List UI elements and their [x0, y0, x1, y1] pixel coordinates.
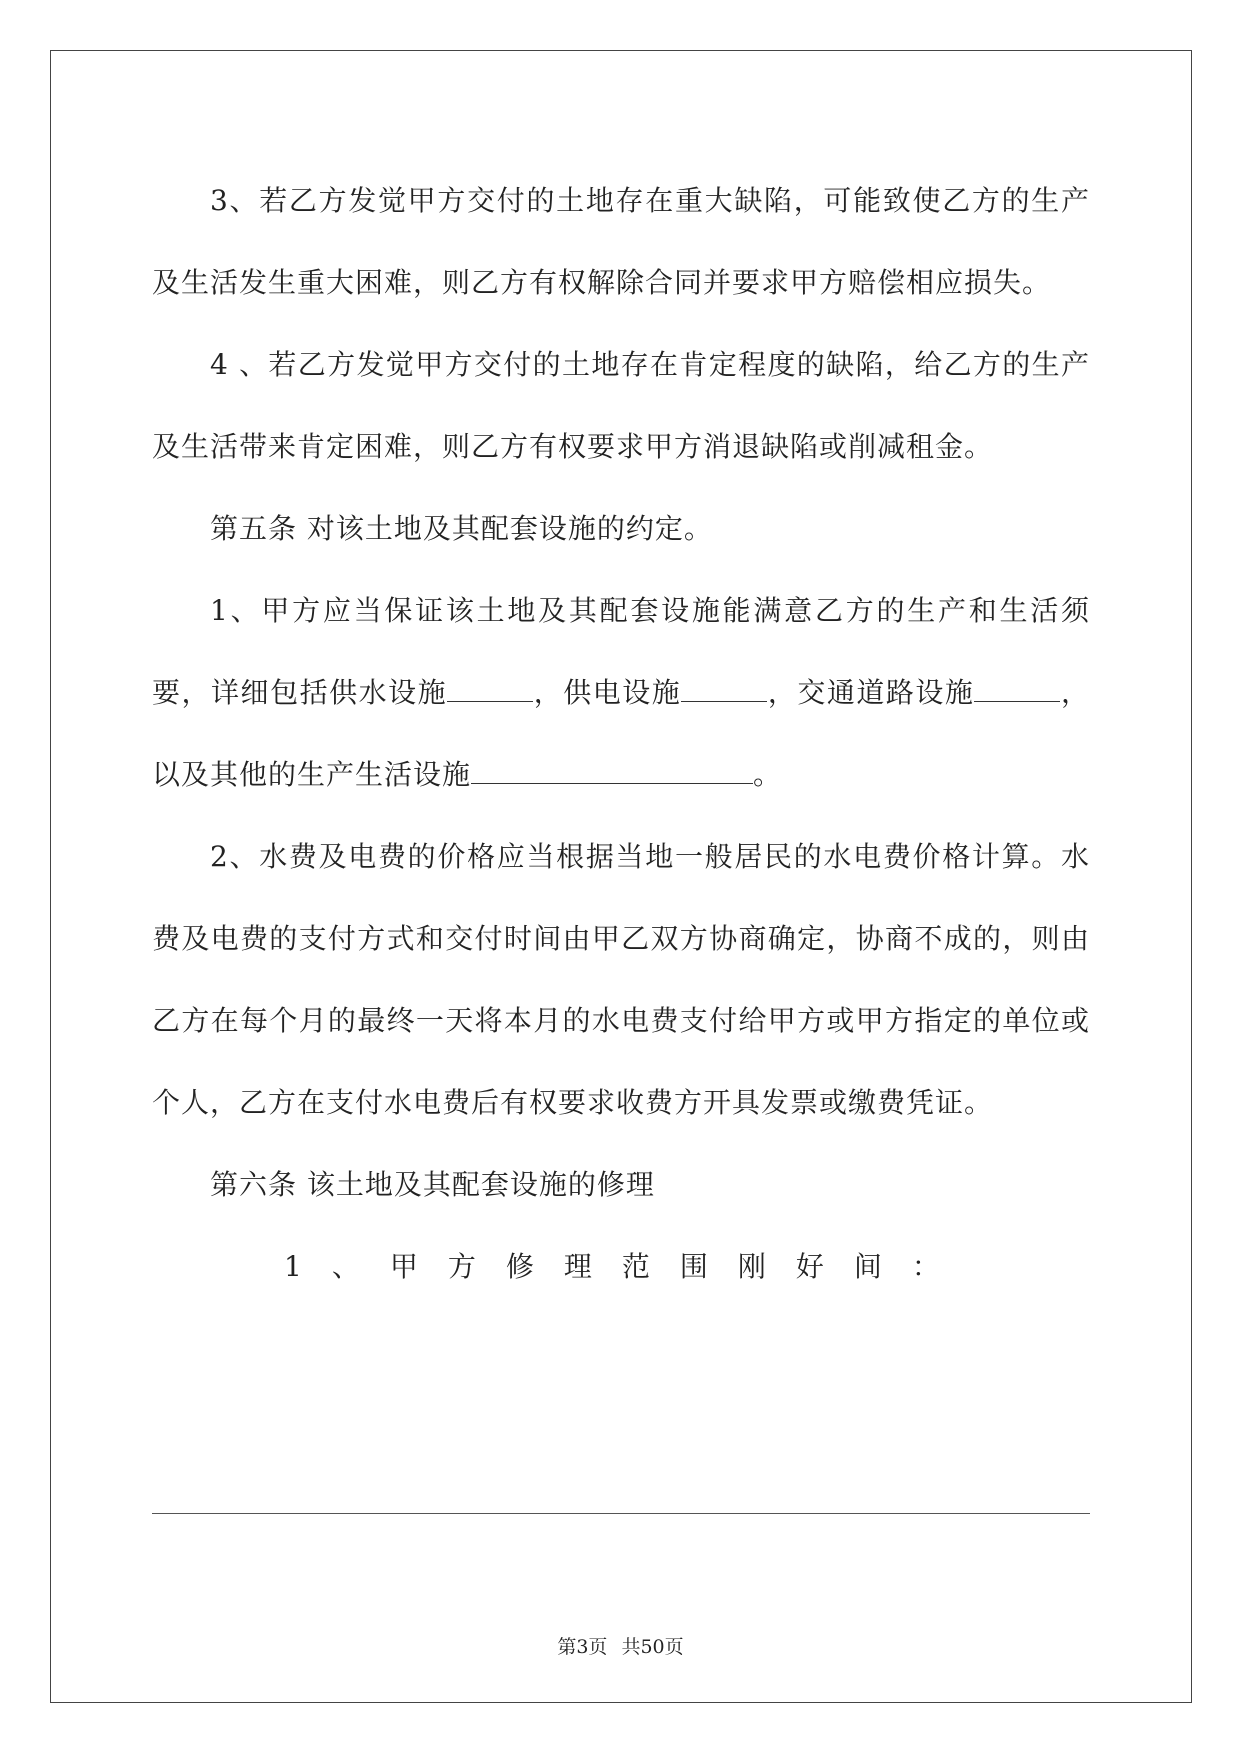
utility-fee-paragraph: 2、水费及电费的价格应当根据当地一般居民的水电费价格计算。水费及电费的支付方式和交付时间由甲乙双方协商确定，协商不成的，则由乙方在每个月的最终一天将本月的水电费支付给甲方或甲方指定的单位或个人，乙方在支付水电费后有权要求收费方开具发票或缴费凭证。	[152, 840, 1090, 1119]
facilities-text-2: ，供电设施	[533, 676, 682, 709]
page-number-footer: 第3页 共50页	[557, 1636, 684, 1658]
facilities-paragraph	[152, 570, 1090, 816]
road-facility-blank	[974, 700, 1060, 702]
clause-3-paragraph: 3、若乙方发觉甲方交付的土地存在重大缺陷，可能致使乙方的生产及生活发生重大困难，则乙方有权解除合同并要求甲方赔偿相应损失。	[152, 184, 1090, 299]
other-facility-blank	[471, 782, 753, 784]
facilities-text-3: ，交通道路设施	[767, 676, 975, 709]
facilities-text-1: 1、甲方应当保证该土地及其配套设施能满意乙方的生产和生活须要，详细包括供水设施	[152, 594, 1090, 709]
facilities-text-4: ，以及其他的生产生活设施	[152, 676, 1090, 791]
document-body	[152, 160, 1090, 1308]
article-6-heading: 第六条 该土地及其配套设施的修理	[210, 1168, 655, 1201]
facilities-text-5: 。	[753, 758, 783, 791]
clause-4-paragraph: 4 、若乙方发觉甲方交付的土地存在肯定程度的缺陷，给乙方的生产及生活带来肯定困难，则乙方有权要求甲方消退缺陷或削减租金。	[152, 348, 1090, 463]
water-facility-blank	[447, 700, 533, 702]
article-5-heading: 第五条 对该土地及其配套设施的约定。	[210, 512, 713, 545]
repair-scope-paragraph: 1、甲方修理范围刚好间：	[284, 1250, 970, 1283]
power-facility-blank	[681, 700, 767, 702]
fill-in-blank-line	[152, 1513, 1090, 1514]
